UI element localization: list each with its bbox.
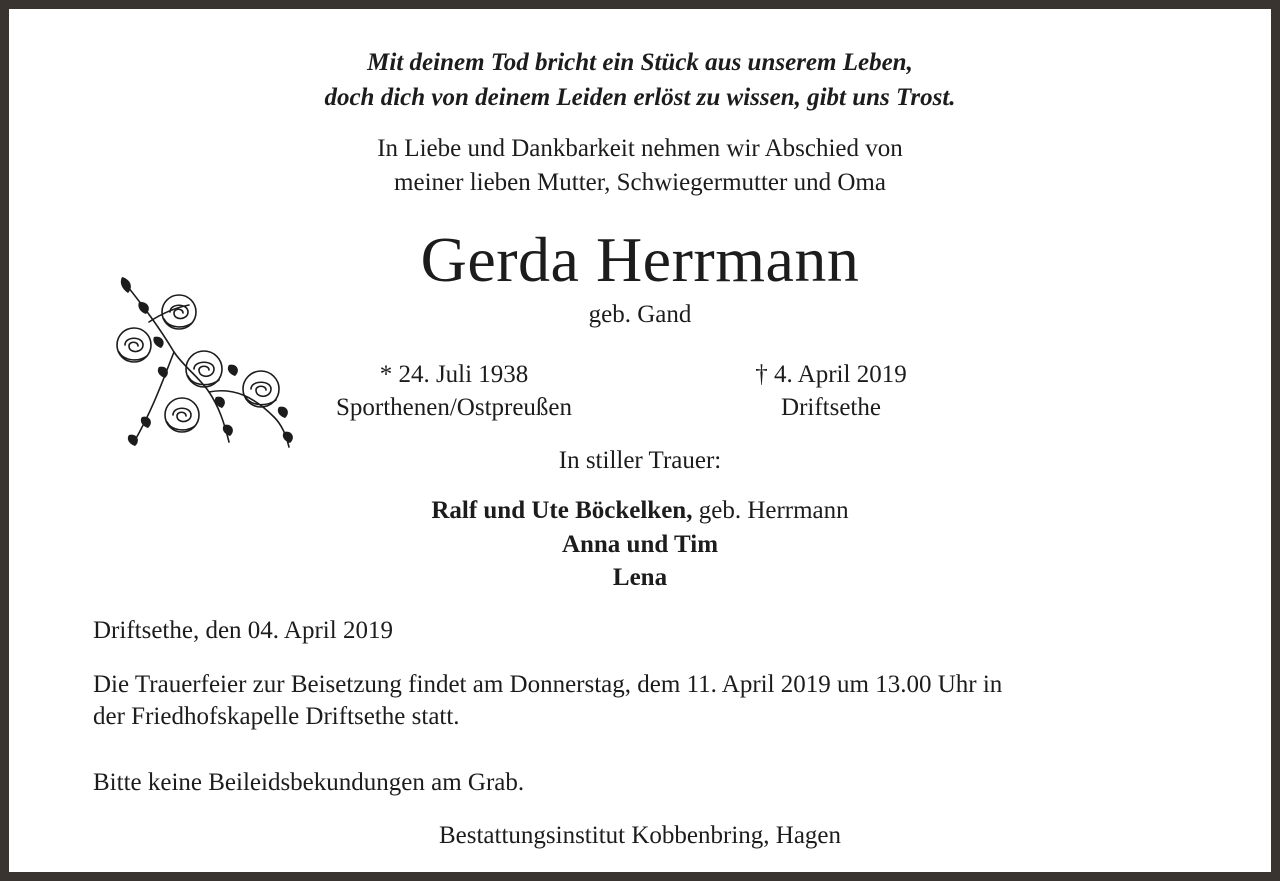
condolence-request: Bitte keine Beileidsbekundungen am Grab. xyxy=(93,769,525,796)
undertaker: Bestattungsinstitut Kobbenbring, Hagen xyxy=(438,822,842,849)
rose-branch-icon xyxy=(104,267,304,462)
family-1-names: Ralf und Ute Böckelken, xyxy=(431,497,693,524)
place-date: Driftsethe, den 04. April 2019 xyxy=(93,617,393,644)
mourners-heading: In stiller Trauer: xyxy=(558,447,722,474)
maiden-name: geb. Gand xyxy=(588,301,692,328)
deceased-name: Gerda Herrmann xyxy=(420,224,860,295)
motto-line-1: Mit deinem Tod bricht ein Stück aus unserem Leben, xyxy=(367,49,913,76)
family-1-maiden: geb. Herrmann xyxy=(692,497,849,524)
mourners-family-2: Anna und Tim xyxy=(561,531,719,558)
intro-line-2: meiner lieben Mutter, Schwiegermutter und Oma xyxy=(394,169,886,196)
intro-line-1: In Liebe und Dankbarkeit nehmen wir Abschied von xyxy=(377,135,903,162)
birth-date: * 24. Juli 1938 xyxy=(379,361,529,388)
mourners-family-3: Lena xyxy=(612,564,668,591)
mourners-family-1 xyxy=(9,495,1271,527)
death-place: Driftsethe xyxy=(781,394,881,421)
birth-place: Sporthenen/Ostpreußen xyxy=(335,394,573,421)
ceremony-line-1: Die Trauerfeier zur Beisetzung findet am Donnerstag, dem 11. April 2019 um 13.00 Uhr in xyxy=(93,671,1003,698)
motto-line-2: doch dich von deinem Leiden erlöst zu wissen, gibt uns Trost. xyxy=(324,84,956,111)
death-date: † 4. April 2019 xyxy=(755,361,907,388)
ceremony-line-2: der Friedhofskapelle Driftsethe statt. xyxy=(93,703,460,730)
